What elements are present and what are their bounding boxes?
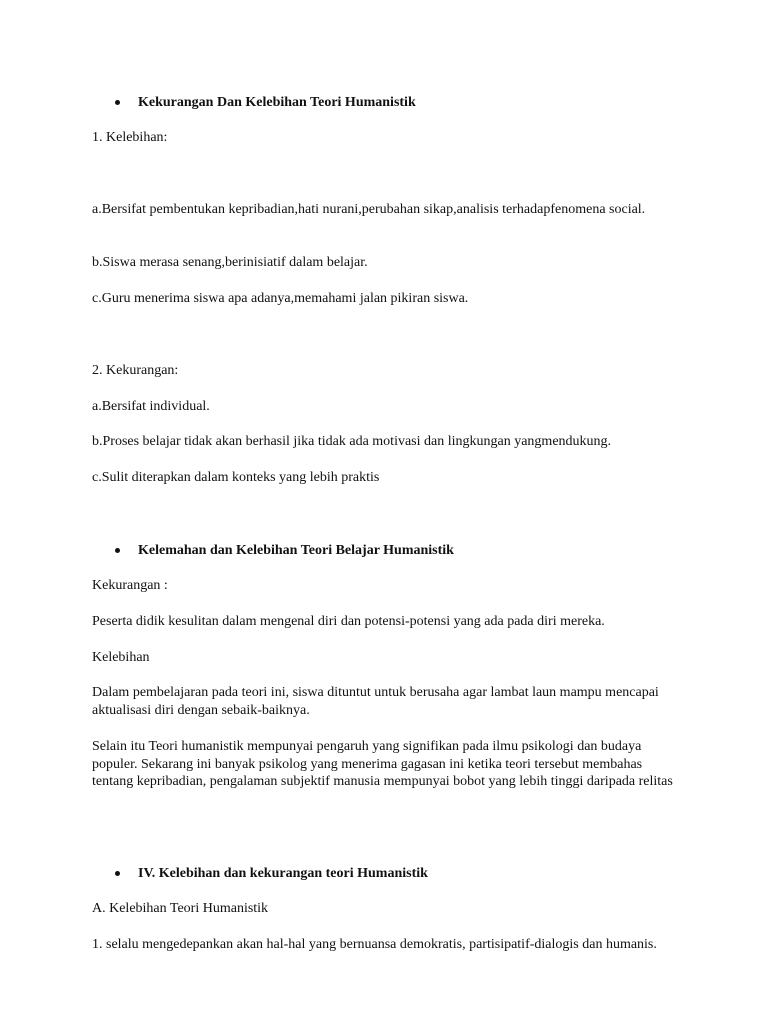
kekurangan-item-c: c.Sulit diterapkan dalam konteks yang lebih praktis	[92, 470, 380, 485]
kelebihan-item-a: a.Bersifat pembentukan kepribadian,hati nurani,perubahan sikap,analisis terhadapfenomena social.	[92, 202, 646, 217]
kelebihan-label: Kelebihan	[92, 650, 150, 665]
kelebihan-item-b: b.Siswa merasa senang,berinisiatif dalam belajar.	[92, 255, 368, 270]
kekurangan-label: Kekurangan :	[92, 578, 168, 593]
extra-paragraph: Selain itu Teori humanistik mempunyai pengaruh yang signifikan pada ilmu psikologi dan budaya populer. Sekarang ini banyak psikolog yang menerima gagasan ini ketika teori tersebut membahas tentang kepribadian, pengalaman subjektif manusia mempunyai bobot yang lebih tinggi daripada relitas	[92, 739, 673, 789]
kelebihan-text: Dalam pembelajaran pada teori ini, siswa dituntut untuk berusaha agar lambat laun mampu mencapai aktualisasi diri dengan sebaik-baiknya.	[92, 685, 659, 718]
bullet-icon	[115, 548, 120, 553]
section-heading: IV. Kelebihan dan kekurangan teori Humanistik	[138, 866, 428, 881]
section-heading: Kekurangan Dan Kelebihan Teori Humanistik	[138, 95, 416, 110]
bullet-icon	[115, 871, 120, 876]
kelebihan-label: 1. Kelebihan:	[92, 130, 168, 145]
kekurangan-text: Peserta didik kesulitan dalam mengenal diri dan potensi-potensi yang ada pada diri mereka.	[92, 614, 605, 629]
kekurangan-label: 2. Kekurangan:	[92, 363, 179, 378]
kekurangan-item-a: a.Bersifat individual.	[92, 399, 210, 414]
kelebihan-item-c: c.Guru menerima siswa apa adanya,memahami jalan pikiran siswa.	[92, 291, 469, 306]
kekurangan-item-b: b.Proses belajar tidak akan berhasil jika tidak ada motivasi dan lingkungan yangmendukung.	[92, 434, 612, 449]
bullet-icon	[115, 100, 120, 105]
section-heading: Kelemahan dan Kelebihan Teori Belajar Humanistik	[138, 543, 454, 558]
subheading: A. Kelebihan Teori Humanistik	[92, 901, 269, 916]
list-item: 1. selalu mengedepankan akan hal-hal yang bernuansa demokratis, partisipatif-dialogis dan humanis.	[92, 937, 657, 952]
